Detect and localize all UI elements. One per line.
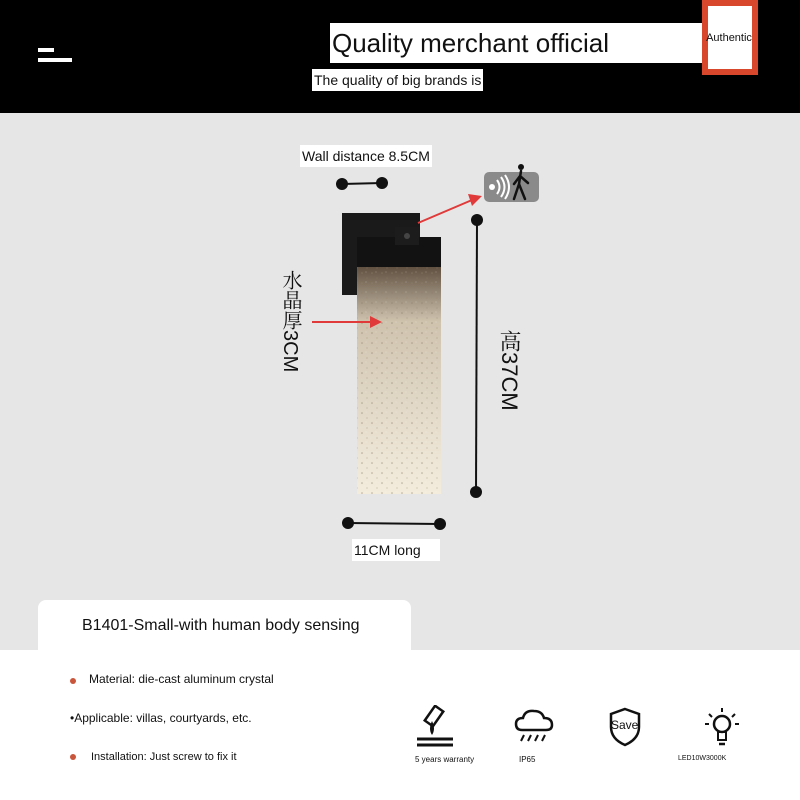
badge-label: Authentic: [706, 31, 752, 44]
led-spec-caption: LED10W3000K: [678, 755, 727, 762]
page-title: Quality merchant official: [330, 23, 750, 63]
crystal-thickness-arrow: [312, 316, 382, 328]
ip-rating-caption: IP65: [519, 755, 536, 764]
menu-icon[interactable]: [38, 48, 72, 64]
authentic-badge: [702, 0, 758, 75]
feature-installation: Installation: Just screw to fix it: [91, 751, 237, 763]
warranty-icon: [415, 705, 455, 752]
feature-material: Material: die-cast aluminum crystal: [89, 672, 274, 686]
length-marker: [342, 517, 446, 530]
lamp-illustration: [0, 113, 800, 600]
light-bulb-icon: [703, 706, 741, 753]
warranty-caption: 5 years warranty: [415, 755, 475, 764]
length-label: 11CM long: [352, 539, 440, 561]
height-label: 高37CM: [497, 330, 522, 411]
product-model: B1401-Small-with human body sensing: [82, 617, 360, 634]
page-subtitle: The quality of big brands is: [312, 69, 483, 91]
wall-distance-marker: [336, 177, 388, 190]
bullet-dot: [70, 678, 76, 684]
wall-distance-label: Wall distance 8.5CM: [300, 145, 432, 167]
shield-icon: [608, 707, 642, 752]
height-marker: [470, 214, 483, 498]
rain-cloud-icon: [514, 708, 554, 749]
bullet-dot: [70, 754, 76, 760]
crystal-thickness-label: 水晶厚3CM: [279, 270, 301, 373]
shield-label: Save: [611, 718, 639, 732]
motion-sensor-icon: [484, 164, 539, 202]
feature-applicable: •Applicable: villas, courtyards, etc.: [70, 711, 252, 725]
